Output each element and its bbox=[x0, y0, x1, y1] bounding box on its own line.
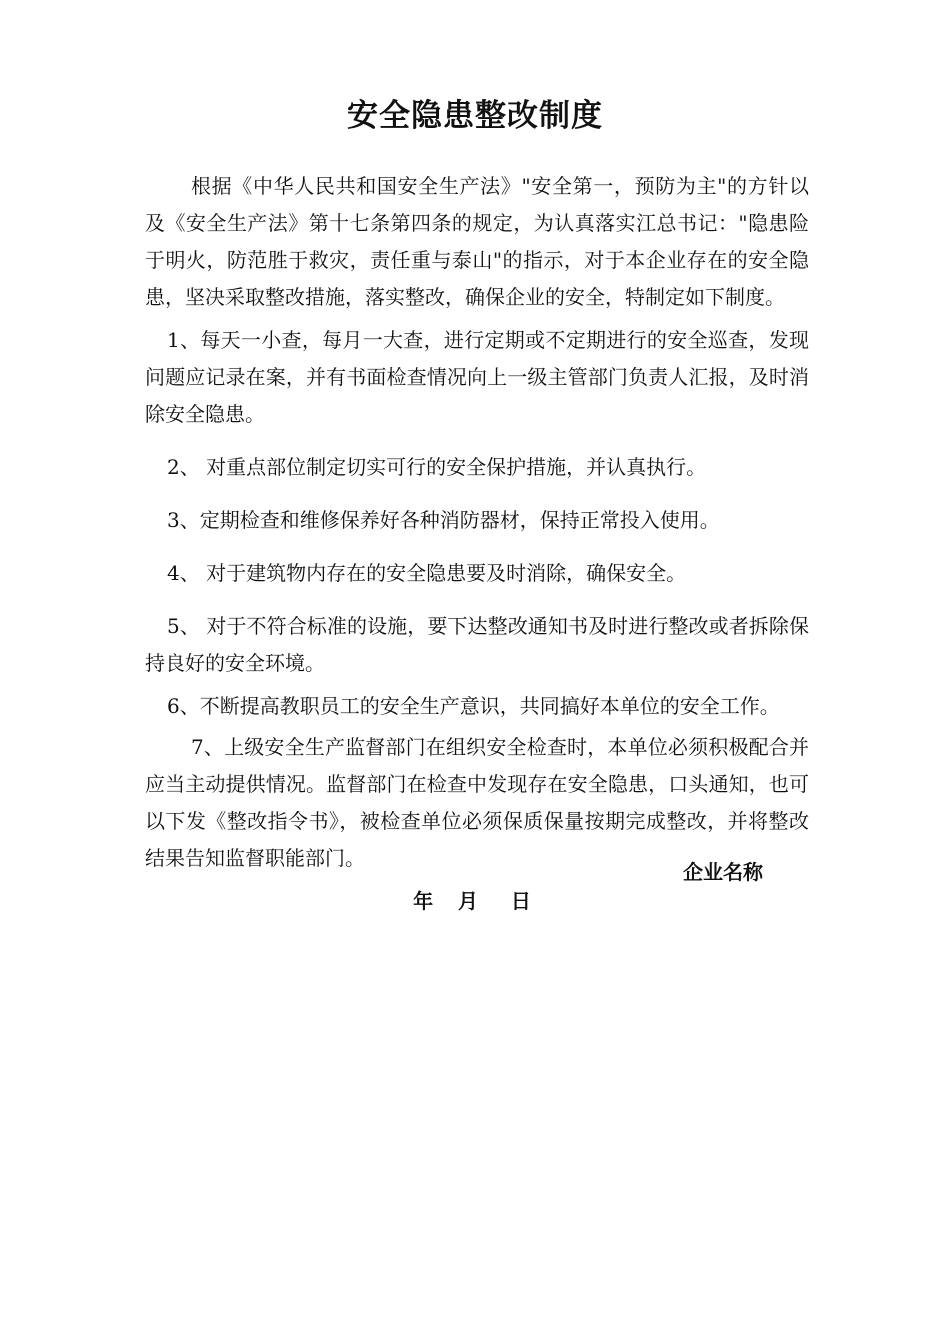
document-title: 安全隐患整改制度 bbox=[347, 98, 603, 134]
document-body bbox=[145, 168, 809, 877]
intro-paragraph: 根据《中华人民共和国安全生产法》"安全第一，预防为主"的方针以及《安全生产法》第十七条第四条的规定，为认真落实江总书记："隐患险于明火，防范胜于救灾，责任重与泰山"的指示，对于本企业存在的安全隐患，坚决采取整改措施，落实整改，确保企业的安全，特制定如下制度。 bbox=[145, 174, 809, 309]
company-name-signature: 企业名称 bbox=[683, 860, 763, 884]
rule-item-5: 5、 对于不符合标准的设施，要下达整改通知书及时进行整改或者拆除保持良好的安全环境。 bbox=[145, 614, 809, 675]
signature-date: 年 月 日 bbox=[413, 889, 532, 913]
rule-item-2: 2、 对重点部位制定切实可行的安全保护措施，并认真执行。 bbox=[167, 455, 707, 479]
rule-item-6: 6、不断提高教职员工的安全生产意识，共同搞好本单位的安全工作。 bbox=[167, 694, 780, 718]
rule-item-3: 3、定期检查和维修保养好各种消防器材，保持正常投入使用。 bbox=[167, 508, 720, 532]
rule-item-7: 7、上级安全生产监督部门在组织安全检查时，本单位必须积极配合并应当主动提供情况。监督部门在检查中发现存在安全隐患，口头通知，也可以下发《整改指令书》，被检查单位必须保质保量按期完成整改，并将整改结果告知监督职能部门。 bbox=[145, 735, 809, 870]
rule-item-1: 1、每天一小查，每月一大查，进行定期或不定期进行的安全巡查，发现问题应记录在案，并有书面检查情况向上一级主管部门负责人汇报，及时消除安全隐患。 bbox=[145, 328, 809, 426]
rule-item-4: 4、 对于建筑物内存在的安全隐患要及时消除，确保安全。 bbox=[167, 561, 687, 585]
